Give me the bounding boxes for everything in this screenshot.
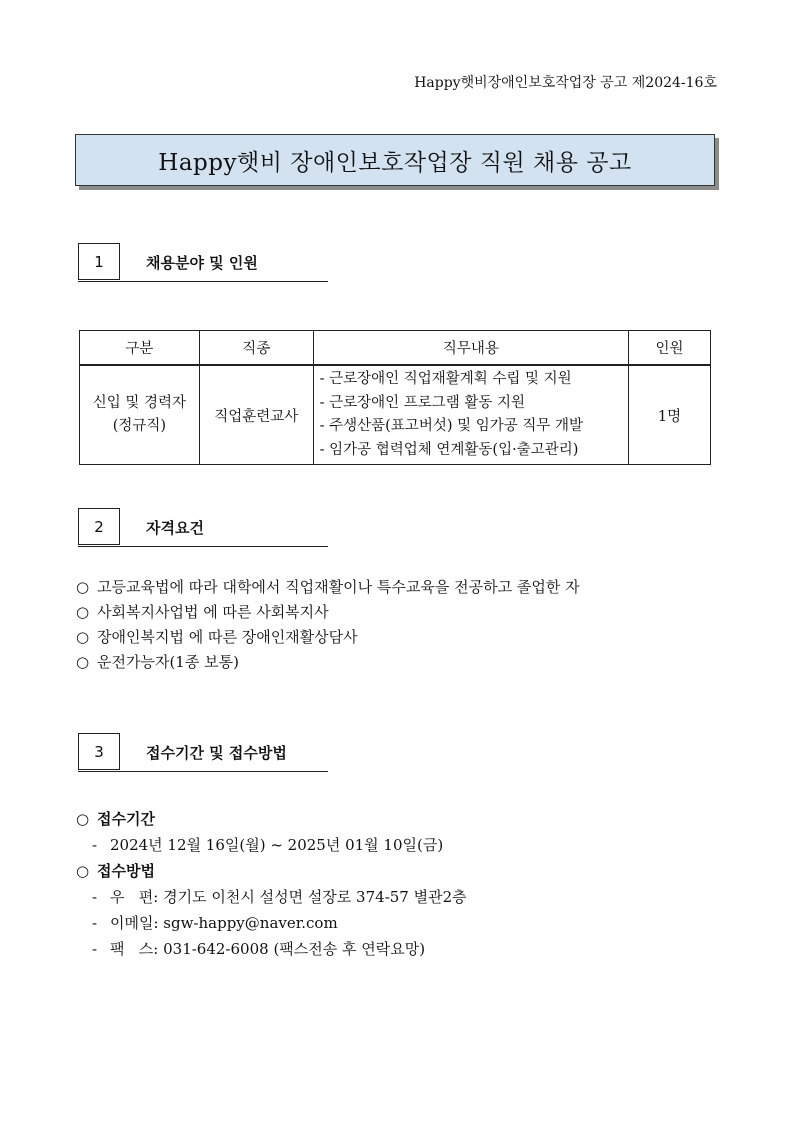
table-header-cell: 인원 (629, 331, 711, 366)
category-cell (80, 365, 200, 465)
method-fax: 팩 스: 031-642-6008 (팩스전송 후 연락요망) (110, 940, 426, 958)
duty-item: - 임가공 협력업체 연계활동(입·출고관리) (319, 441, 579, 458)
qualification-text: 운전가능자(1종 보통) (97, 653, 239, 671)
category-line: (정규직) (112, 418, 167, 434)
method-item (76, 936, 467, 962)
period-line (76, 832, 467, 858)
duty-item: - 근로장애인 직업재활계획 수립 및 지원 (319, 371, 572, 387)
table-header-row (80, 331, 711, 366)
method-mail: 우 편: 경기도 이천시 설성면 설장로 374-57 별관2층 (110, 888, 467, 906)
section-title: 접수기간 및 접수방법 (146, 744, 287, 762)
section-number: 1 (78, 243, 120, 280)
section-header-2 (78, 508, 328, 547)
recruitment-table (79, 330, 711, 465)
page-title-text: Happy햇비 장애인보호작업장 직원 채용 공고 (158, 149, 632, 176)
table-header-cell: 구분 (80, 331, 200, 366)
headcount-cell: 1명 (629, 365, 711, 465)
period-label: 접수기간 (97, 810, 155, 828)
qualification-text: 사회복지사업법 에 따른 사회복지사 (97, 603, 329, 621)
section-header-1 (78, 243, 328, 282)
method-label: 접수방법 (97, 862, 155, 880)
method-item (76, 910, 467, 936)
dash-icon: - (92, 836, 98, 854)
section-title: 채용분야 및 인원 (146, 254, 258, 272)
section-header-3 (78, 733, 328, 772)
period-heading (76, 806, 467, 832)
duty-item: - 주생산품(표고버섯) 및 임가공 직무 개발 (319, 418, 583, 434)
list-item (76, 575, 580, 600)
list-item (76, 625, 580, 650)
circle-bullet-icon: ○ (76, 603, 90, 621)
period-value: 2024년 12월 16일(월) ~ 2025년 01월 10일(금) (110, 836, 444, 854)
application-info (76, 806, 467, 962)
qualification-text: 장애인복지법 에 따른 장애인재활상담사 (97, 628, 358, 646)
category-line: 신입 및 경력자 (92, 395, 187, 411)
circle-bullet-icon: ○ (76, 810, 90, 828)
dash-icon: - (92, 888, 98, 906)
table-row (80, 365, 711, 465)
method-item (76, 884, 467, 910)
duty-item: - 근로장애인 프로그램 활동 지원 (319, 394, 526, 411)
circle-bullet-icon: ○ (76, 862, 90, 880)
page-title (75, 134, 715, 186)
qualification-text: 고등교육법에 따라 대학에서 직업재활이나 특수교육을 전공하고 졸업한 자 (97, 578, 580, 596)
duties-cell (313, 365, 628, 465)
dash-icon: - (92, 914, 98, 932)
section-number: 2 (78, 508, 120, 545)
section-number: 3 (78, 733, 120, 770)
circle-bullet-icon: ○ (76, 578, 90, 596)
list-item (76, 650, 580, 675)
method-email: 이메일: sgw-happy@naver.com (110, 914, 338, 932)
list-item (76, 600, 580, 625)
table-header-cell: 직무내용 (313, 331, 628, 366)
circle-bullet-icon: ○ (76, 653, 90, 671)
circle-bullet-icon: ○ (76, 628, 90, 646)
job-type-cell: 직업훈련교사 (199, 365, 313, 465)
section-title: 자격요건 (146, 519, 204, 537)
table-header-cell: 직종 (199, 331, 313, 366)
method-heading (76, 858, 467, 884)
notice-number: Happy햇비장애인보호작업장 공고 제2024-16호 (414, 75, 717, 91)
qualification-list (76, 575, 580, 675)
dash-icon: - (92, 940, 98, 958)
